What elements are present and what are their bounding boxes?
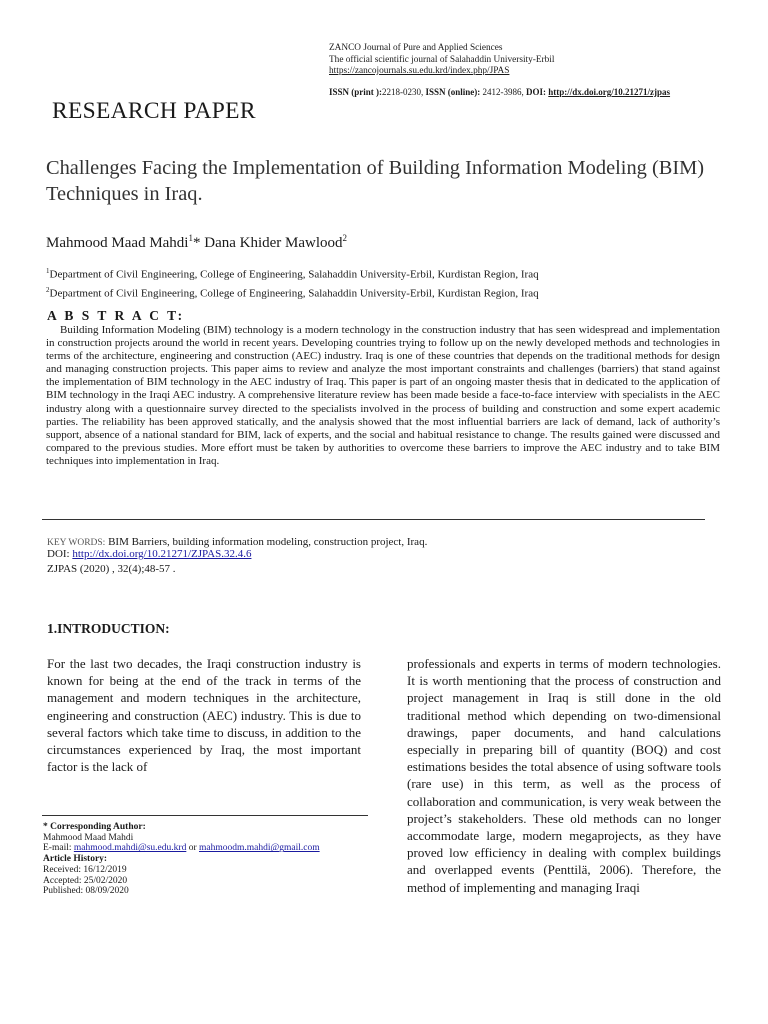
issn-print-value: 2218-0230,: [382, 87, 424, 97]
received-date: Received: 16/12/2019: [43, 864, 127, 875]
corresponding-author-box: [43, 822, 320, 897]
citation-line: ZJPAS (2020) , 32(4);48-57 .: [47, 563, 176, 575]
affiliation-2-text: Department of Civil Engineering, College of Engineering, Salahaddin University-Erbil, Kurdistan Region, Iraq: [49, 287, 539, 300]
section-type: RESEARCH PAPER: [52, 98, 256, 124]
journal-url-link[interactable]: https://zancojournals.su.edu.krd/index.php/JPAS: [329, 66, 510, 76]
email-link-2[interactable]: mahmoodm.mahdi@gmail.com: [199, 843, 320, 854]
email-link-1[interactable]: mahmood.mahdi@su.edu.krd: [73, 843, 187, 854]
footnote-divider: [42, 815, 368, 816]
email-label: E-mail:: [43, 843, 74, 854]
affiliation-2-sup: 2: [46, 286, 50, 295]
doi-label: DOI:: [47, 548, 73, 560]
affiliation-1-text: Department of Civil Engineering, College of Engineering, Salahaddin University-Erbil, Kurdistan Region, Iraq: [49, 268, 539, 281]
affiliations: [46, 264, 539, 302]
corresponding-heading: * Corresponding Author:: [43, 822, 146, 832]
author-first: Mahmood Maad Mahdi: [46, 235, 189, 251]
keywords-label: KEY WORDS:: [47, 538, 106, 548]
paper-title: Challenges Facing the Implementation of Building Information Modeling (BIM) Techniques in Iraq.: [46, 157, 705, 205]
journal-name: ZANCO Journal of Pure and Applied Sciences: [329, 43, 503, 53]
author-second-sup: 2: [342, 233, 348, 243]
doi-line: [47, 548, 251, 560]
introduction-heading: 1.INTRODUCTION:: [47, 621, 170, 636]
issn-online-label: ISSN (online):: [425, 87, 481, 97]
affiliation-2: [46, 283, 539, 302]
email-or: or: [186, 843, 199, 854]
keywords-text: BIM Barriers, building information modeling, construction project, Iraq.: [105, 536, 428, 548]
journal-tagline: The official scientific journal of Salahaddin University-Erbil: [329, 54, 555, 65]
article-history-heading: Article History:: [43, 854, 108, 865]
accepted-date: Accepted: 25/02/2020: [43, 875, 128, 886]
issn-line: [329, 87, 670, 97]
doi-link[interactable]: http://dx.doi.org/10.21271/ZJPAS.32.4.6: [72, 548, 252, 560]
journal-header: [329, 43, 554, 78]
issn-online-value: 2412-3986,: [482, 87, 524, 97]
abstract-text: Building Information Modeling (BIM) technology is a modern technology in the construction industry that has seen widespread and implementation in construction projects around the world in recent years. Developing countries trying to follow up on the newly developed methods and technologies in terms of the architecture, engineering and construction (AEC) industry. Iraq is one of these countries that depends on the traditional methods for design and managing construction projects. This paper aims to review and analyze the most important constraints and challenges (barriers) that stand against the implementation of BIM technology in the AEC industry of Iraq. This paper is part of an ongoing master thesis that in dedicated to the application of BIM technology in the Iraqi AEC industry. A comprehensive literature review has been made beside a face-to-face interview with specialists in the AEC industry along with a questionnaire survey directed to the specialists involved in the process of building and construction and some expert academic parties. The reliability has been approved statically, and the analysis showed that the most influential barriers are lack of demand, lack of authority’s support, absence of a national standard for BIM, lack of experts, and the social and habitual resistance to change. The results gained were discussed and compared to the previous studies. More effort must be taken by authorities to overcome these barriers to improve the AEC industry and to take BIM techniques into implementation in Iraq.: [46, 324, 720, 467]
author-second: * Dana Khider Mawlood: [192, 235, 343, 251]
doi-header-link[interactable]: http://dx.doi.org/10.21271/zjpas: [548, 87, 671, 97]
abstract-heading: A B S T R A C T:: [47, 308, 185, 323]
introduction-right-column: professionals and experts in terms of modern technologies. It is worth mentioning that the process of construction and project management in Iraq is still done in the old traditional method which depending on two-dimensional drawings, paper documents, and hand calculations especially in preparing bill of quantity (BOQ) and cost estimations besides the total absence of using software tools (rare use) in this term, as well as the process of collaboration and communication, is very weak between the project’s stakeholders. These old methods can no longer accommodate large, modern megaprojects, as they have proved low efficiency in dealing with complex buildings and overlapped events (Penttilä, 2006). Therefore, the method of implementing and managing Iraqi: [407, 656, 721, 895]
abstract-divider: [42, 519, 705, 520]
affiliation-1: [46, 264, 539, 283]
corresponding-email-line: [43, 843, 320, 854]
introduction-left-column: For the last two decades, the Iraqi construction industry is known for being at the end of the track in terms of the management and modern techniques in the architecture, engineering and construction (AEC) industry. This is due to several factors which take time to discuss, in addition to the circumstances experienced by Iraq, the most important factor is the lack of: [47, 656, 361, 775]
issn-print-label: ISSN (print ):: [329, 87, 383, 97]
corresponding-name: Mahmood Maad Mahdi: [43, 832, 134, 843]
author-line: [46, 233, 347, 252]
doi-header-label: DOI:: [526, 87, 547, 97]
author-first-sup: 1: [188, 233, 193, 243]
affiliation-1-sup: 1: [46, 267, 50, 275]
published-date: Published: 08/09/2020: [43, 886, 129, 897]
